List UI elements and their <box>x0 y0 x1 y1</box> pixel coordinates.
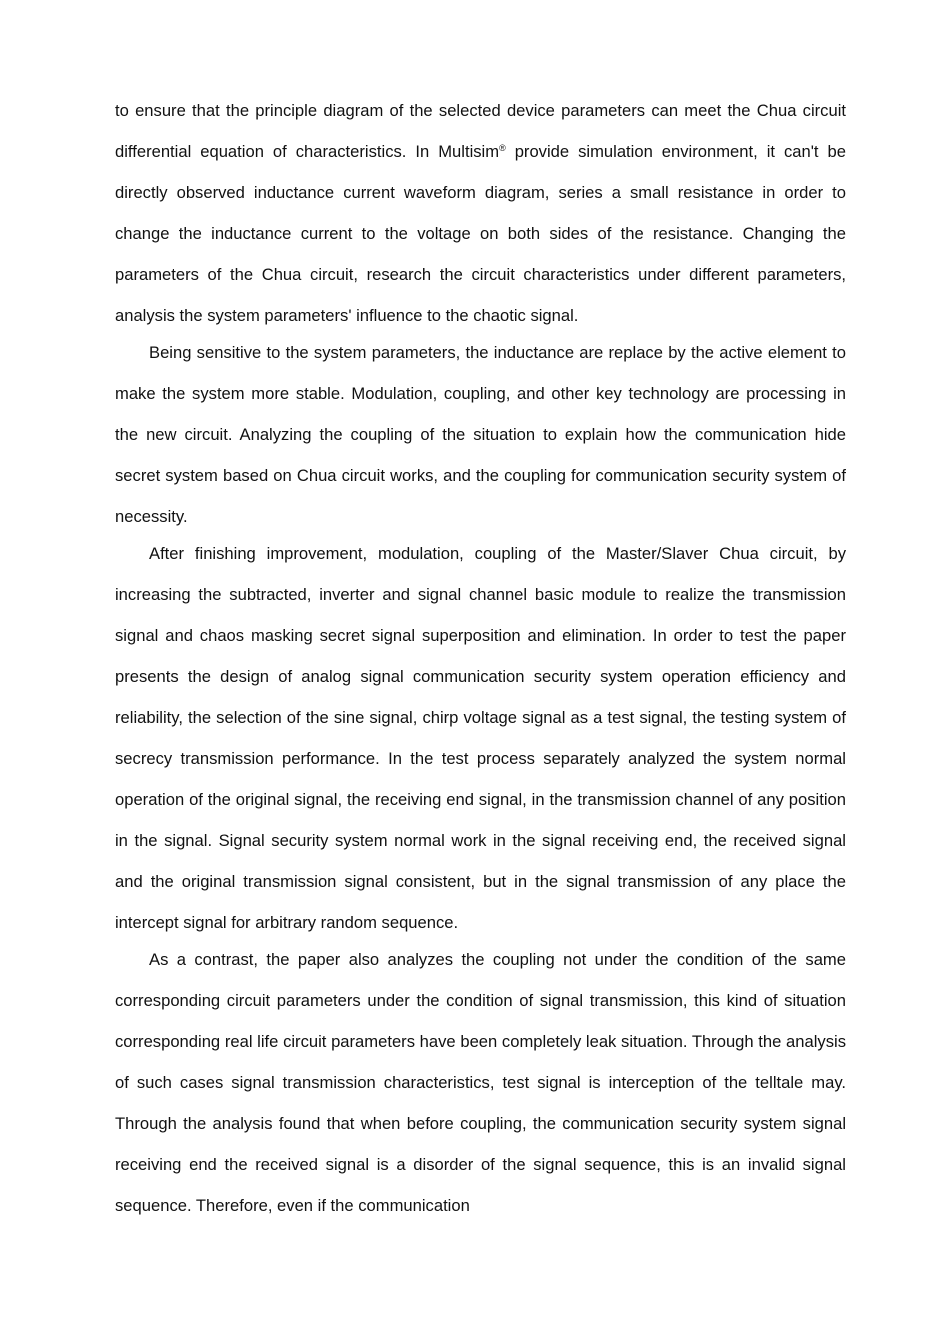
paragraph-4: As a contrast, the paper also analyzes the coupling not under the condition of the same corresponding circuit parameters under the condition of signal transmission, this kind of situation corresponding real life circuit parameters have been completely leak situation. Through the analysis of such cases signal transmission characteristics, test signal is interception of the telltale may. Through the analysis found that when before coupling, the communication security system signal receiving end the received signal is a disorder of the signal sequence, this is an invalid signal sequence. Therefore, even if the communication <box>115 950 846 1215</box>
paragraph-3: After finishing improvement, modulation, coupling of the Master/Slaver Chua circuit, by increasing the subtracted, inverter and signal channel basic module to realize the transmission signal and chaos masking secret signal superposition and elimination. In order to test the paper presents the design of analog signal communication security system operation efficiency and reliability, the selection of the sine signal, chirp voltage signal as a test signal, the testing system of secrecy transmission performance. In the test process separately analyzed the system normal operation of the original signal, the receiving end signal, in the transmission channel of any position in the signal. Signal security system normal work in the signal receiving end, the received signal and the original transmission signal consistent, but in the signal transmission of any place the intercept signal for arbitrary random sequence. <box>115 544 846 932</box>
document-page <box>115 90 846 1226</box>
paragraph-1-text-a: to ensure that the principle diagram of the selected device parameters can meet the Chua circuit differential equation of characteristics. In Multisim <box>115 101 846 161</box>
paragraph-1 <box>115 90 846 336</box>
registered-mark: ® <box>499 143 506 153</box>
paragraph-1-text-b: provide simulation environment, it can't be directly observed inductance current waveform diagram, series a small resistance in order to change the inductance current to the voltage on both sides of the resistance. Changing the parameters of the Chua circuit, research the circuit characteristics under different parameters, analysis the system parameters' influence to the chaotic signal. <box>115 142 846 325</box>
paragraph-2: Being sensitive to the system parameters, the inductance are replace by the active element to make the system more stable. Modulation, coupling, and other key technology are processing in the new circuit. Analyzing the coupling of the situation to explain how the communication hide secret system based on Chua circuit works, and the coupling for communication security system of necessity. <box>115 343 846 526</box>
